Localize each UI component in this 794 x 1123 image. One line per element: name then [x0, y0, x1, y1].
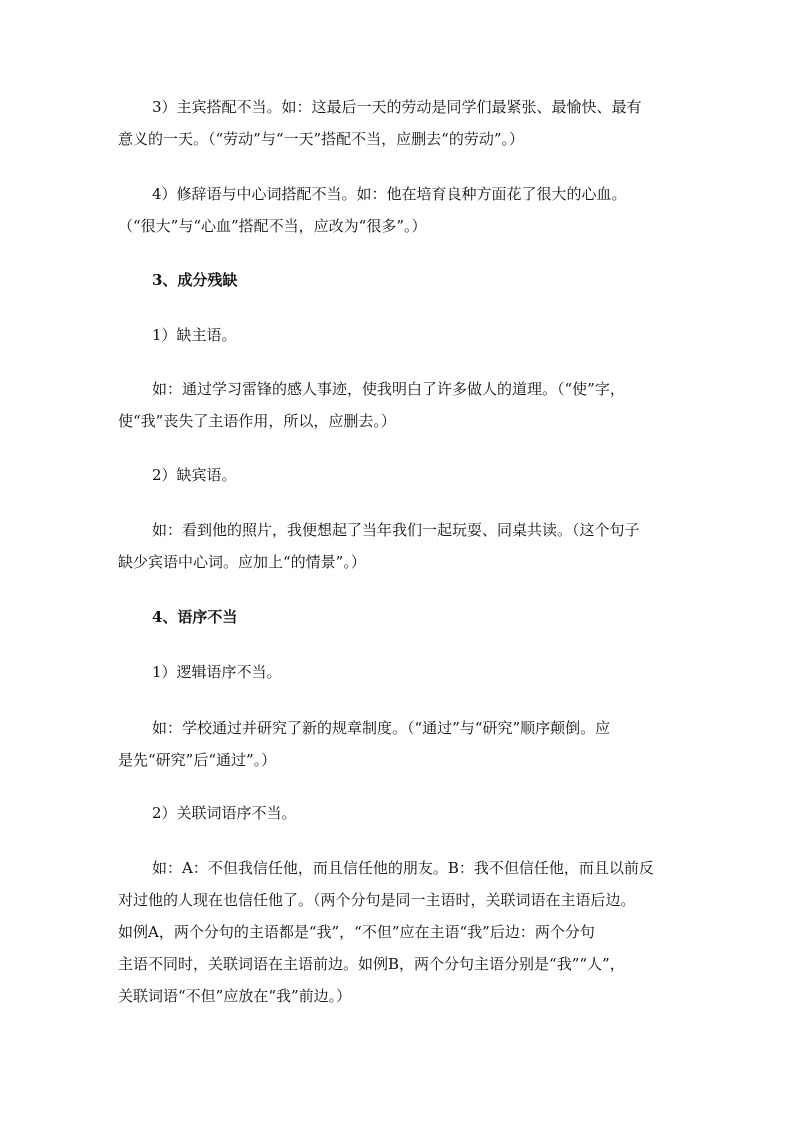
example-missing-object [118, 514, 678, 578]
text-line: 缺少宾语中心词。应加上“的情景”。） [118, 553, 366, 571]
example-logical-order [118, 712, 678, 776]
paragraph-modifier-mismatch [118, 178, 678, 242]
subheading-conjunction-order [118, 797, 678, 829]
text-line: 如例A，两个分句的主语都是“我”，“不但”应在主语“我”后边：两个分句 [118, 923, 595, 941]
text-line: 4）修辞语与中心词搭配不当。如：他在培育良种方面花了很大的心血。 [152, 185, 627, 203]
text-line: 关联词语“不但”应放在“我”前边。） [118, 987, 352, 1005]
text-line: 使“我”丧失了主语作用，所以，应删去。） [118, 412, 396, 430]
text-line: 如：看到他的照片，我便想起了当年我们一起玩耍、同桌共读。（这个句子 [152, 521, 640, 539]
text-line: 对过他的人现在也信任他了。（两个分句是同一主语时，关联词语在主语后边。 [118, 891, 636, 909]
text-line: 如：通过学习雷锋的感人事迹，使我明白了许多做人的道理。（“使”字， [152, 380, 625, 398]
text-line: 如：学校通过并研究了新的规章制度。（“通过”与“研究”顺序颠倒。应 [152, 719, 611, 737]
subheading: 1）缺主语。 [152, 326, 237, 344]
text-line: 主语不同时，关联词语在主语前边。如例B，两个分句主语分别是“我”“人”， [118, 955, 625, 973]
text-line: 是先“研究”后“通过”。） [118, 751, 277, 769]
subheading-missing-subject [118, 319, 678, 351]
section-heading-word-order [118, 601, 678, 633]
text-line: 如：A：不但我信任他，而且信任他的朋友。B：我不但信任他，而且以前反 [152, 859, 654, 877]
text-line: （“很大”与“心血”搭配不当，应改为“很多”。） [118, 217, 427, 235]
example-missing-subject [118, 373, 678, 437]
text-line: 意义的一天。（“劳动”与“一天”搭配不当，应删去“的劳动”。） [118, 130, 525, 148]
text-line: 3）主宾搭配不当。如：这最后一天的劳动是同学们最紧张、最愉快、最有 [152, 98, 642, 116]
subheading: 2）缺宾语。 [152, 466, 237, 484]
section-heading: 4、语序不当 [152, 608, 238, 626]
paragraph-subject-object-mismatch [118, 91, 678, 155]
subheading-logical-order [118, 656, 678, 688]
section-heading-missing-components [118, 264, 678, 296]
subheading: 2）关联词语序不当。 [152, 804, 297, 822]
subheading-missing-object [118, 459, 678, 491]
example-conjunction-order [118, 852, 678, 1012]
section-heading: 3、成分残缺 [152, 271, 238, 289]
subheading: 1）逻辑语序不当。 [152, 663, 282, 681]
